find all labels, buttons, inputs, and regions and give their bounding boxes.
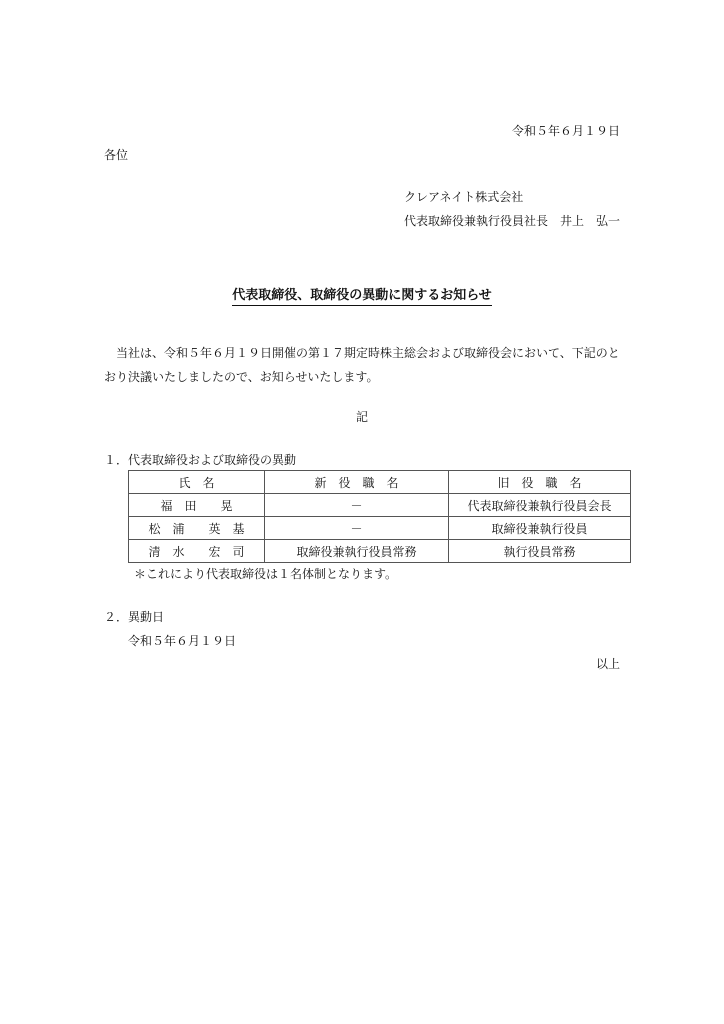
cell-name: 松 浦 英 基 bbox=[129, 517, 265, 540]
table-note: ＊これにより代表取締役は１名体制となります。 bbox=[134, 567, 398, 581]
table-row bbox=[129, 517, 631, 540]
company-name: クレアネイト株式会社 bbox=[404, 190, 524, 204]
header-new-position: 新 役 職 名 bbox=[265, 471, 449, 494]
cell-name: 福 田 晃 bbox=[129, 494, 265, 517]
cell-new-position: － bbox=[265, 494, 449, 517]
addressee: 各位 bbox=[104, 148, 129, 162]
document-title: 代表取締役、取締役の異動に関するお知らせ bbox=[232, 288, 492, 306]
document-date: 令和５年６月１９日 bbox=[511, 124, 620, 138]
ki-marker: 記 bbox=[355, 410, 368, 424]
table-row bbox=[129, 494, 631, 517]
body-paragraph: 当社は、令和５年６月１９日開催の第１７期定時株主総会および取締役会において、下記のとおり決議いたしましたので、お知らせいたします。 bbox=[104, 346, 620, 384]
cell-old-position: 代表取締役兼執行役員会長 bbox=[449, 494, 631, 517]
table-row bbox=[129, 540, 631, 563]
cell-new-position: 取締役兼執行役員常務 bbox=[265, 540, 449, 563]
cell-new-position: － bbox=[265, 517, 449, 540]
header-old-position: 旧 役 職 名 bbox=[449, 471, 631, 494]
effective-date: 令和５年６月１９日 bbox=[128, 634, 237, 648]
section-2-heading: ２．異動日 bbox=[104, 610, 165, 624]
cell-name: 清 水 宏 司 bbox=[129, 540, 265, 563]
section-1-heading: １．代表取締役および取締役の異動 bbox=[104, 453, 297, 467]
officer-changes-table bbox=[128, 470, 631, 563]
header-name: 氏 名 bbox=[129, 471, 265, 494]
cell-old-position: 取締役兼執行役員 bbox=[449, 517, 631, 540]
closing-mark: 以上 bbox=[595, 657, 620, 671]
cell-old-position: 執行役員常務 bbox=[449, 540, 631, 563]
document-title-block bbox=[0, 288, 724, 304]
representative-name: 代表取締役兼執行役員社長 井上 弘一 bbox=[404, 214, 621, 228]
table-header-row bbox=[129, 471, 631, 494]
